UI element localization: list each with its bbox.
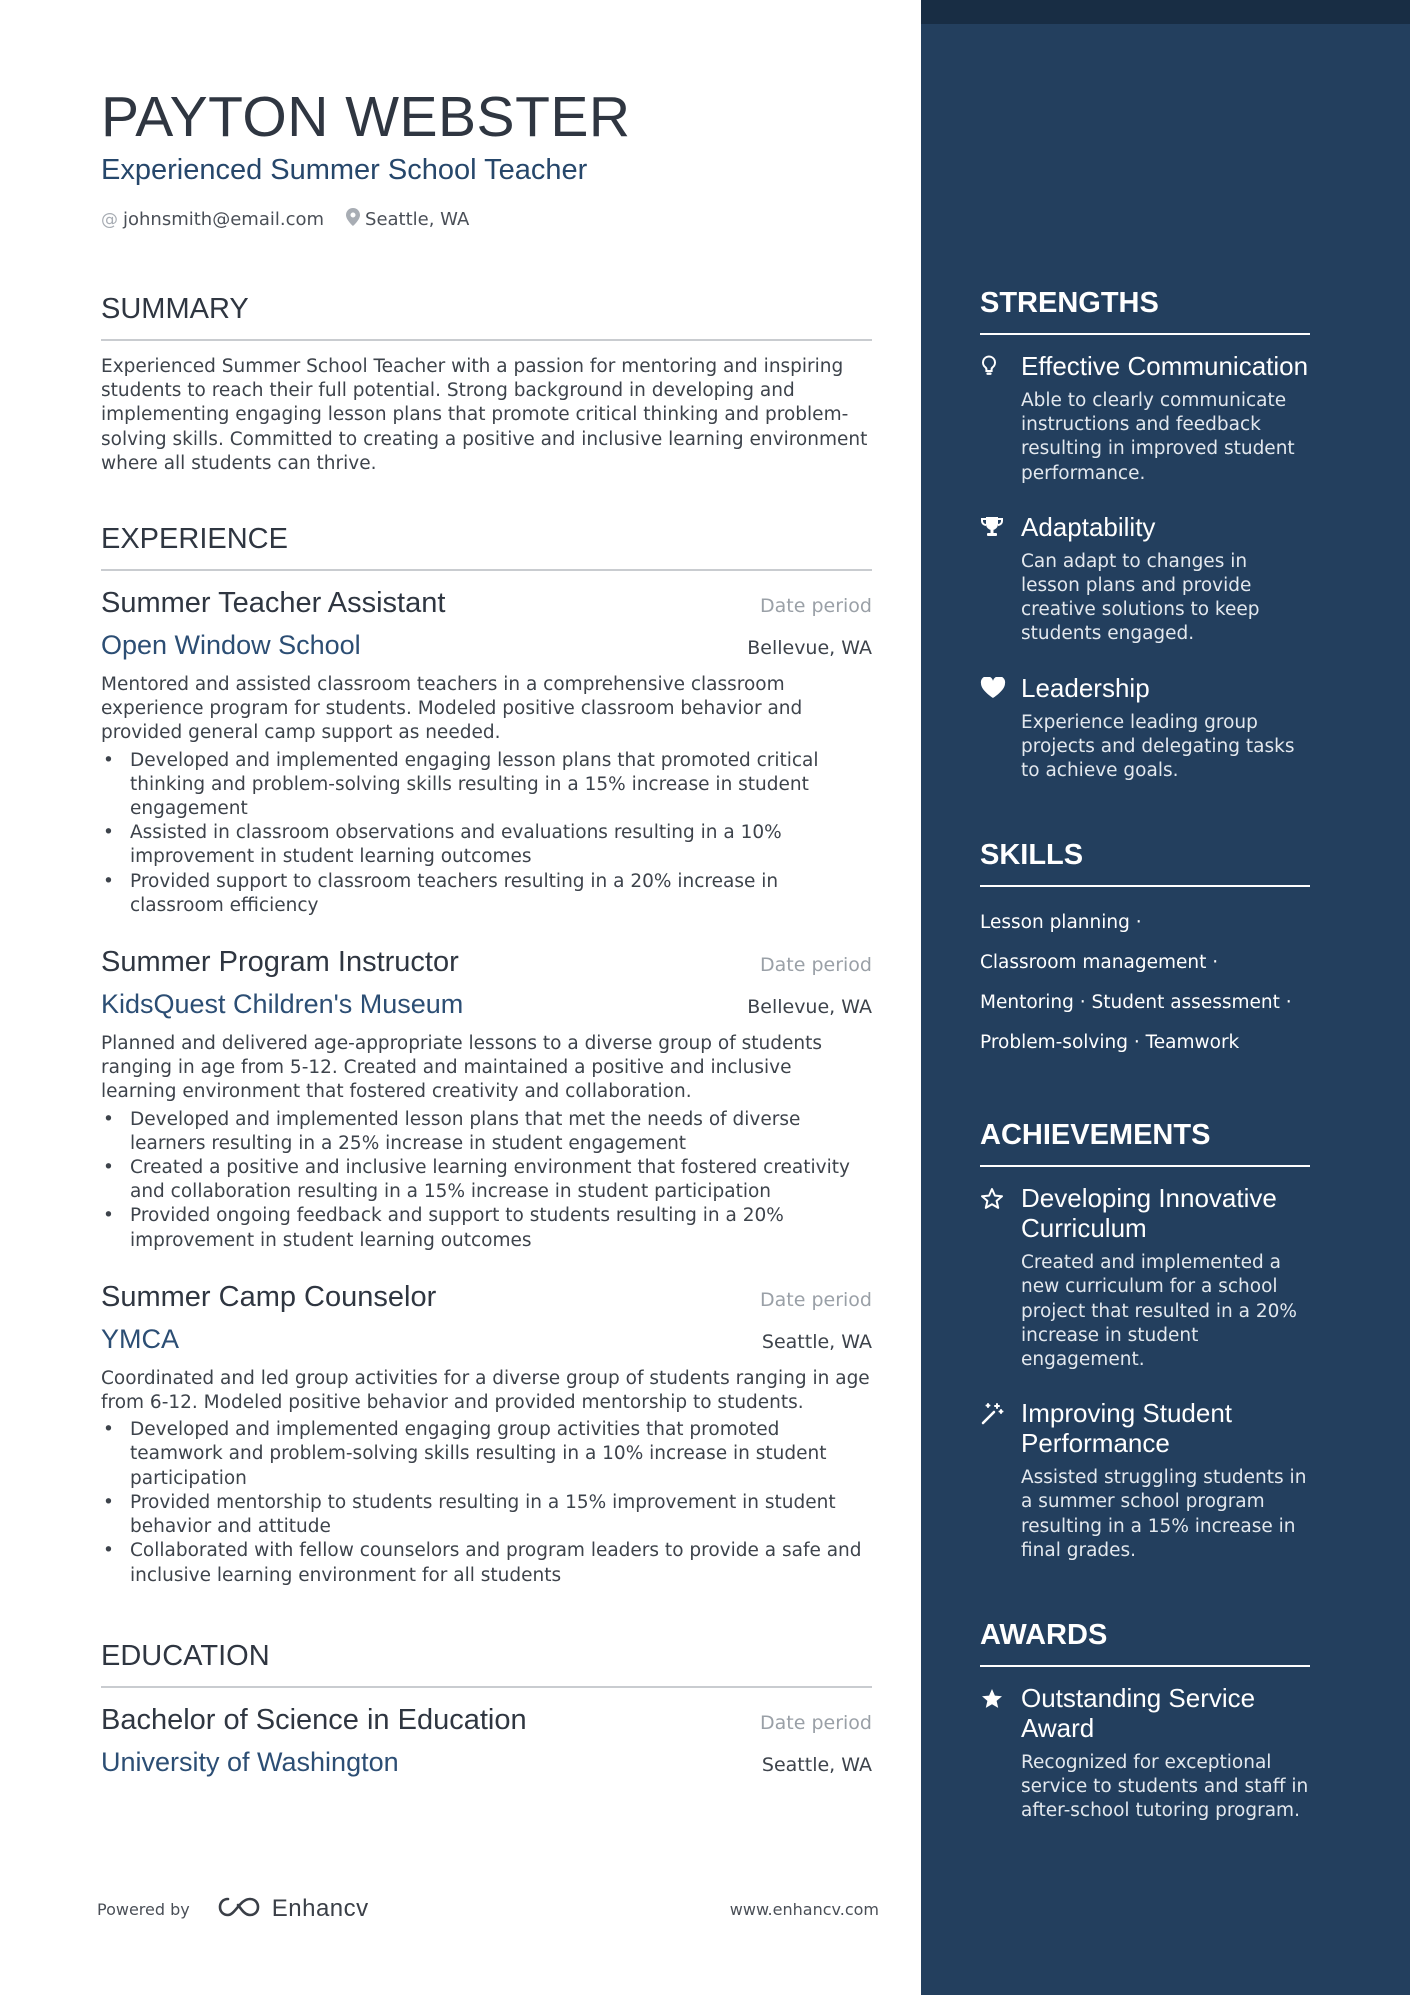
list-item: • Developed and implemented lesson plans that met the needs of diverse learners resulting in a 25% increase in student engagement [101,1108,872,1156]
job-bullets [101,1418,872,1587]
main-column [101,82,872,1780]
strength-text: Experience leading group projects and delegating tasks to achieve goals. [1021,711,1295,782]
list-item: • Collaborated with fellow counselors and program leaders to provide a safe and inclusive learning environment for all students [101,1539,872,1587]
job-bullets [101,1108,872,1253]
award-title: Outstanding Service Award [1021,1683,1256,1744]
list-item: • Provided support to classroom teachers resulting in a 20% increase in classroom efficiency [101,870,872,918]
skills-list [980,903,1310,1063]
infinity-logo-icon [216,1895,264,1923]
achievement-item [980,1398,1310,1563]
skill-line: Classroom management · [980,952,1219,974]
skills-section [980,837,1310,1063]
strength-text: Able to clearly communicate instructions and feedback resulting in improved student performance. [1021,390,1295,484]
award-item [980,1683,1310,1824]
list-item: • Assisted in classroom observations and evaluations resulting in a 10% improvement in student learning outcomes [101,821,872,869]
achievements-heading: ACHIEVEMENTS [980,1117,1310,1167]
job-entry [101,585,872,918]
list-item: • Developed and implemented engaging group activities that promoted teamwork and problem-solving skills resulting in a 10% increase in student participation [101,1418,872,1491]
lightbulb-icon [980,351,1021,486]
strength-item [980,351,1310,486]
job-company: Open Window School [101,630,361,661]
job-description: Mentored and assisted classroom teachers in a comprehensive classroom experience program for students. Modeled positive classroom behavior and provided general camp support as needed. [101,674,803,744]
job-role: Summer Program Instructor [101,946,459,979]
sidebar-top-bar [921,0,1410,24]
candidate-name: PAYTON WEBSTER [101,85,631,149]
achievement-item [980,1183,1310,1372]
summary-section [101,291,872,476]
job-entry [101,944,872,1253]
magic-wand-icon [980,1398,1021,1563]
enhancv-logo[interactable] [216,1895,369,1923]
skill-line: Problem-solving · Teamwork [980,1032,1240,1054]
achievement-title: Improving Student Performance [1021,1398,1233,1459]
logo-text: Enhancv [271,1895,369,1922]
job-company: KidsQuest Children's Museum [101,989,464,1020]
achievement-title: Developing Innovative Curriculum [1021,1183,1277,1244]
at-icon: @ [101,209,118,230]
job-company: YMCA [101,1323,180,1354]
job-date: Date period [760,954,872,977]
job-date: Date period [760,1288,872,1311]
achievement-text: Created and implemented a new curriculum for a school project that resulted in a 20% increase in student engagement. [1021,1252,1297,1371]
list-item: • Provided ongoing feedback and support to students resulting in a 20% improvement in student learning outcomes [101,1204,872,1252]
star-outline-icon [980,1183,1021,1372]
awards-section [980,1617,1310,1824]
footer [97,1894,879,1924]
school-location: Seattle, WA [761,1753,872,1776]
heart-icon [980,673,1021,784]
list-item: • Created a positive and inclusive learning environment that fostered creativity and collaboration resulting in a 15% increase in student participation [101,1156,872,1204]
summary-heading: SUMMARY [101,291,872,341]
strength-title: Adaptability [1021,511,1156,542]
experience-section [101,521,872,1588]
job-entry [101,1279,872,1588]
list-item: • Developed and implemented engaging lesson plans that promoted critical thinking and problem-solving skills resulting in a 15% increase in student engagement [101,749,872,822]
strengths-heading: STRENGTHS [980,285,1310,335]
strengths-section [980,285,1310,783]
skills-heading: SKILLS [980,837,1310,887]
summary-text: Experienced Summer School Teacher with a passion for mentoring and inspiring students to reach their full potential. Strong background in developing and implementing engaging lesson plans that promote critical thinking and problem-solving skills. Committed to creating a positive and inclusive learning environment where all students can thrive. [101,356,868,474]
candidate-title: Experienced Summer School Teacher [101,154,588,186]
contact-email[interactable] [101,209,324,230]
job-bullets [101,749,872,918]
location-text: Seattle, WA [365,209,470,230]
contact-location [346,208,469,231]
awards-heading: AWARDS [980,1617,1310,1667]
education-date: Date period [760,1711,872,1734]
degree: Bachelor of Science in Education [101,1703,527,1736]
job-location: Bellevue, WA [747,637,872,660]
list-item: • Provided mentorship to students resulting in a 15% improvement in student behavior and attitude [101,1491,872,1539]
education-heading: EDUCATION [101,1638,872,1688]
job-role: Summer Teacher Assistant [101,587,446,620]
strength-item [980,512,1310,647]
skill-line: Lesson planning · [980,912,1142,934]
strength-title: Leadership [1021,672,1150,703]
experience-heading: EXPERIENCE [101,521,872,571]
award-text: Recognized for exceptional service to students and staff in after-school tutoring program. [1021,1752,1309,1822]
achievement-text: Assisted struggling students in a summer school program resulting in a 15% increase in final grades. [1021,1467,1307,1561]
achievements-section [980,1117,1310,1563]
job-description: Planned and delivered age-appropriate lessons to a diverse group of students ranging in age from 5-12. Created and maintained a positive and inclusive learning environment that fostered creativity and collaboration. [101,1033,822,1103]
contact-info [101,208,872,231]
sidebar [921,0,1410,1995]
school-name: University of Washington [101,1746,399,1777]
star-filled-icon [980,1683,1021,1824]
job-location: Seattle, WA [761,1330,872,1353]
strength-text: Can adapt to changes in lesson plans and provide creative solutions to keep students engaged. [1021,550,1260,645]
website-link[interactable]: www.enhancv.com [729,1899,879,1919]
location-pin-icon [346,208,360,231]
strength-item [980,673,1310,784]
sidebar-content [980,285,1310,1824]
email-text: johnsmith@email.com [123,209,325,230]
skill-line: Mentoring · Student assessment · [980,992,1292,1014]
powered-by-label: Powered by [97,1899,190,1919]
trophy-icon [980,512,1021,647]
job-date: Date period [760,595,872,618]
job-location: Bellevue, WA [747,996,872,1019]
education-section [101,1638,872,1780]
job-description: Coordinated and led group activities for a diverse group of students ranging in age from 6-12. Modeled positive behavior and provided mentorship to students. [101,1367,870,1414]
education-entry [101,1702,872,1780]
job-role: Summer Camp Counselor [101,1280,437,1313]
strength-title: Effective Communication [1021,351,1309,381]
